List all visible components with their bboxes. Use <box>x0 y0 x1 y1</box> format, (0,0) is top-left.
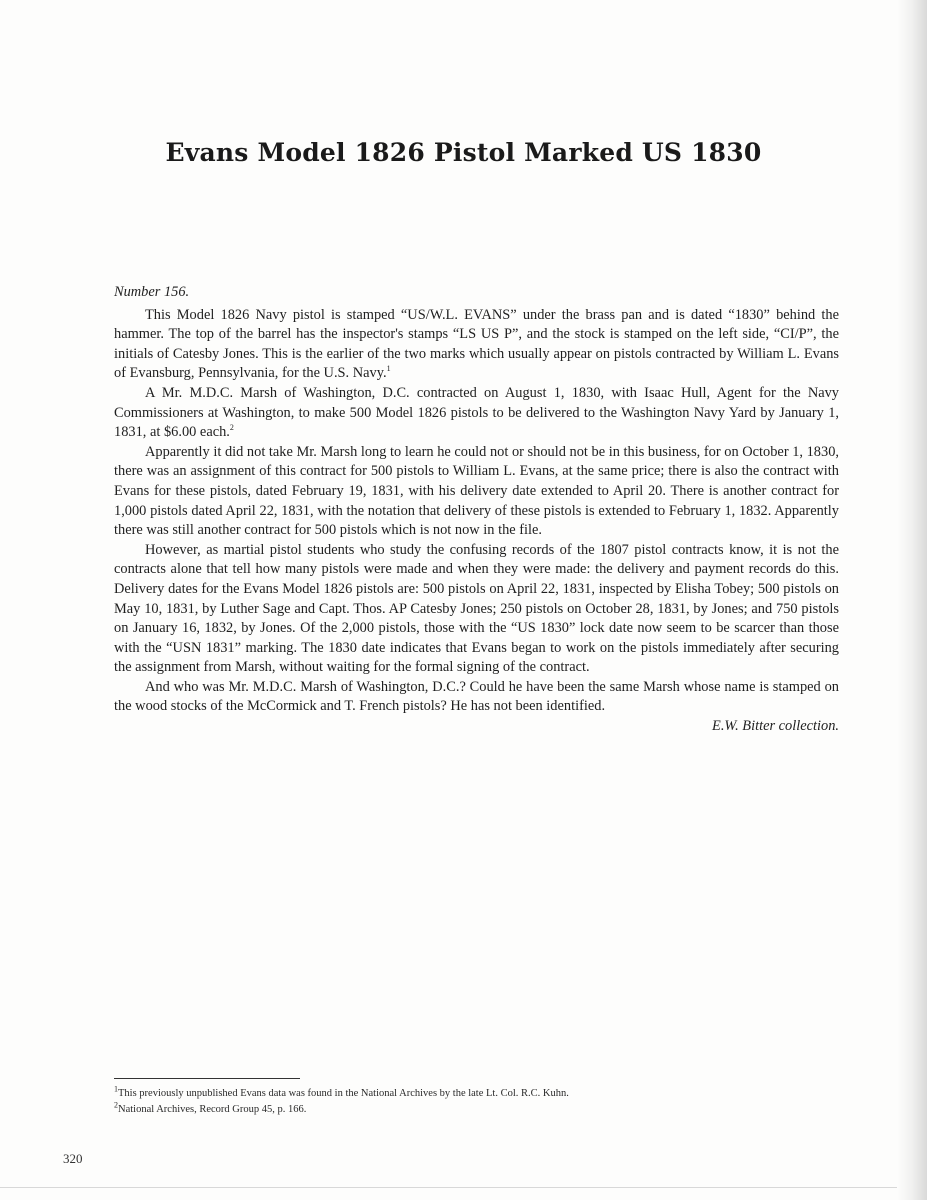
footnote-ref: 1 <box>386 364 391 374</box>
footnote-ref: 2 <box>229 423 234 433</box>
footnote-text: National Archives, Record Group 45, p. 166. <box>118 1103 307 1115</box>
paragraph-text: And who was Mr. M.D.C. Marsh of Washington, D.C.? Could he have been the same Marsh whose name is stamped on the wood stocks of the McCormick and T. French pistols? He has not been identified. <box>114 678 839 715</box>
article-body <box>114 283 839 737</box>
footnote-2 <box>114 1102 814 1118</box>
paragraph-3 <box>114 443 839 541</box>
footnotes <box>114 1086 814 1117</box>
collection-credit: E.W. Bitter collection. <box>712 718 839 735</box>
footnote-text: This previously unpublished Evans data was found in the National Archives by the late Lt. Col. R.C. Kuhn. <box>118 1088 569 1099</box>
paragraph-4 <box>114 541 839 678</box>
footnote-rule <box>114 1078 300 1079</box>
paragraph-text: This Model 1826 Navy pistol is stamped “US/W.L. EVANS” under the brass pan and is dated “1830” behind the hammer. The top of the barrel has the inspector's stamps “LS US P”, and the stock is stamped on the left side, “CI/P”, the initials of Catesby Jones. This is the earlier of the two marks which usually appear on pistols contracted by William L. Evans of Evansburg, Pennsylvania, for the U.S. Navy. <box>114 306 839 382</box>
footnote-mark: 2 <box>114 1100 118 1109</box>
paragraph-text: A Mr. M.D.C. Marsh of Washington, D.C. contracted on August 1, 1830, with Isaac Hull, Agent for the Navy Commissioners at Washington, to make 500 Model 1826 pistols to be delivered to the Washington Navy Yard by January 1, 1831, at $6.00 each. <box>114 384 839 441</box>
paragraph-1 <box>114 306 839 384</box>
footnote-1 <box>114 1086 814 1102</box>
article-title: Evans Model 1826 Pistol Marked US 1830 <box>165 138 762 167</box>
page-number: 320 <box>63 1151 83 1166</box>
paragraph-2 <box>114 384 839 443</box>
page-bottom-edge <box>0 1187 897 1188</box>
paragraph-text: However, as martial pistol students who study the confusing records of the 1807 pistol contracts know, it is not the contracts alone that tell how many pistols were made and when they were made: the delivery and payment records do this. Delivery dates for the Evans Model 1826 pistols are: 500 pistols on April 22, 1831, inspected by Elisha Tobey; 500 pistols on May 10, 1831, by Luther Sage and Capt. Thos. AP Catesby Jones; 250 pistols on October 28, 1831, by Jones; and 750 pistols on January 16, 1832, by Jones. Of the 2,000 pistols, those with the “US 1830” lock date now seem to be scarcer than those with the “USN 1831” marking. The 1830 date indicates that Evans began to work on the pistols immediately after securing the assignment from Marsh, without waiting for the formal signing of the contract. <box>114 541 839 676</box>
footnote-mark: 1 <box>114 1084 118 1094</box>
paragraph-5 <box>114 678 839 717</box>
item-number: Number 156. <box>114 284 190 300</box>
paragraph-text: Apparently it did not take Mr. Marsh long to learn he could not or should not be in this business, for on October 1, 1830, there was an assignment of this contract for 500 pistols to William L. Evans, at the same price; there is also the contract with Evans for these pistols, dated February 19, 1831, with his delivery date extended to April 20. There is another contract for 1,000 pistols dated April 22, 1831, with the notation that delivery of these pistols is extended to February 1, 1832. Apparently there was still another contract for 500 pistols which is not now in the file. <box>114 443 839 539</box>
page-gutter-shadow <box>897 0 927 1200</box>
